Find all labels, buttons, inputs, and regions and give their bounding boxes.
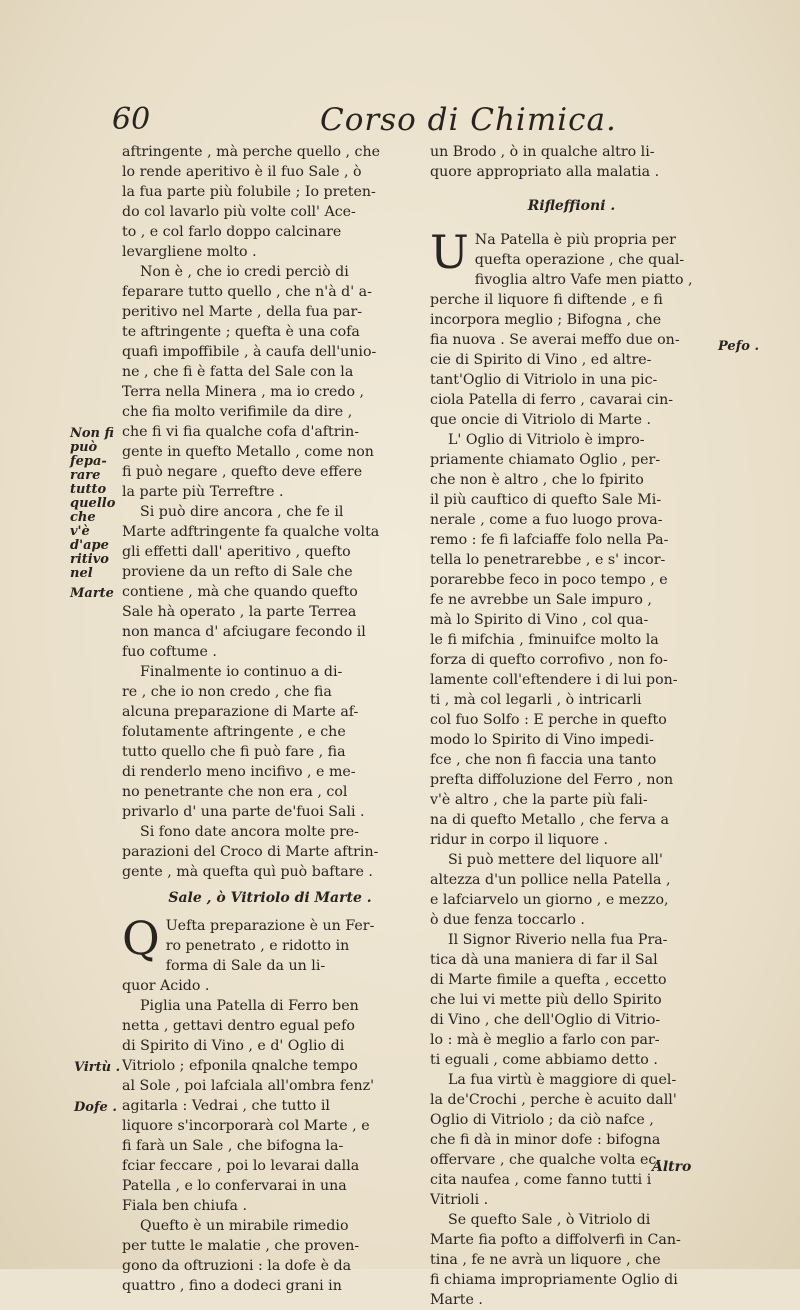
text-line: tella lo penetrarebbe , e s' incor- [430,552,666,568]
text-line: tina , fe ne avrà un liquore , che [430,1252,661,1268]
text-line: gente in quefto Metallo , come non [122,444,374,460]
paragraph [122,662,418,822]
paragraph [122,911,418,996]
text-line: nerale , come a fuo luogo prova- [430,512,663,528]
text-line: Se quefto Sale , ò Vitriolo di [448,1212,651,1228]
text-line: Oglio di Vitriolo ; da ciò nafce , [430,1112,654,1128]
text-line: mà lo Spirito di Vino , col qua- [430,612,649,628]
text-line: di Marte fimile a quefta , eccetto [430,972,667,988]
text-line: Patella , e lo confervarai in una [122,1178,347,1194]
text-line: che fia molto verifimile da dire , [122,404,353,420]
text-line: Quefto è un mirabile rimedio [140,1218,349,1234]
paragraph [430,1070,713,1210]
margin-note-dose: Dofe . [74,1100,117,1115]
text-line: gente , mà quefta quì può baftare . [122,864,373,880]
text-line: per tutte le malatie , che proven- [122,1238,360,1254]
text-line: que oncie di Vitriolo di Marte . [430,412,652,428]
text-line: fia nuova . Se averai meffo due on- [430,332,680,348]
text-line: feparare tutto quello , che n'à d' a- [122,284,372,300]
text-line: ridur in corpo il liquore . [430,832,609,848]
text-line: il più cauftico di quefto Sale Mi- [430,492,662,508]
paragraph [122,822,418,882]
paragraph [122,996,418,1216]
text-line: na di quefto Metallo , che ferva a [430,812,669,828]
margin-note-line: Non fi [70,426,114,441]
text-line: porarebbe feco in poco tempo , e [430,572,668,588]
text-line: fce , che non fi faccia una tanto [430,752,657,768]
text-line: Non è , che io credi perciò di [140,264,349,280]
text-line: forza di quefto corrofivo , non fo- [430,652,668,668]
text-line: quore appropriato alla malatia . [430,164,660,180]
text-line: che lui vi mette più dello Spirito [430,992,662,1008]
text-line: v'è altro , che la parte più fali- [430,792,648,808]
paragraph [430,225,713,430]
text-line: fuo coftume . [122,644,217,660]
text-line: al Sole , poi lafciala all'ombra fenz' [122,1078,375,1094]
text-line: re , che io non credo , che fia [122,684,332,700]
text-line: forma di Sale da un li- [165,958,326,974]
text-line: Uefta preparazione è un Fer- [165,918,375,934]
text-line: lo : mà è meglio a farlo con par- [430,1032,660,1048]
text-line: altezza d'un pollice nella Patella , [430,872,671,888]
drop-cap: U [430,225,469,279]
margin-note-line: v'è d'ape [70,524,109,553]
text-line: tica dà una maniera di far il Sal [430,952,658,968]
text-line: perche il liquore fi diftende , e fi [430,292,663,308]
text-line: col fuo Solfo : E perche in quefto [430,712,667,728]
text-line: lo rende aperitivo è il fuo Sale , ò [122,164,362,180]
text-line: fe ne avrebbe un Sale impuro , [430,592,652,608]
margin-note-line: può fepa- [70,440,107,469]
catchword: Altro [652,1159,692,1175]
paragraph [122,262,418,502]
running-title: Corso di Chimica. [320,102,617,138]
paragraph [122,1216,418,1296]
text-line: incorpora meglio ; Bifogna , che [430,312,662,328]
text-line: fi può negare , quefto deve effere [122,464,363,480]
text-line: ciola Patella di ferro , cavarai cin- [430,392,674,408]
text-line: tant'Oglio di Vitriolo in una pic- [430,372,658,388]
text-line: di Spirito di Vino , e d' Oglio di [122,1038,345,1054]
text-line: Si può mettere del liquore all' [448,852,663,868]
text-line: la de'Crochi , perche è acuito dall' [430,1092,677,1108]
text-line: Si può dire ancora , che fe il [140,504,344,520]
text-line: e lafciarvelo un giorno , e mezzo, [430,892,669,908]
text-line: cie di Spirito di Vino , ed altre- [430,352,652,368]
text-line: cita naufea , come fanno tutti i [430,1172,652,1188]
text-line: parazioni del Croco di Marte aftrin- [122,844,379,860]
text-line: agitarla : Vedrai , che tutto il [122,1098,330,1114]
text-line: la fua parte più folubile ; Io preten- [122,184,376,200]
text-line: che non è altro , che lo fpirito [430,472,644,488]
paragraph [430,142,713,182]
drop-cap: Q [122,911,160,965]
text-line: di Vino , che dell'Oglio di Vitrio- [430,1012,661,1028]
text-line: Si fono date ancora molte pre- [140,824,359,840]
text-line: La fua virtù è maggiore di quel- [448,1072,677,1088]
text-line: Marte fia pofto a diffolverfi in Can- [430,1232,681,1248]
text-line: quattro , fino a dodeci grani in [122,1278,342,1294]
margin-note-line: ritivo nel [70,552,109,581]
text-line: liquore s'incorporarà col Marte , e [122,1118,370,1134]
text-line: offervare , che qualche volta ec- [430,1152,662,1168]
margin-note-line: rare tutto [70,468,107,497]
text-line: quefta operazione , che qual- [474,252,685,268]
text-line: fciar feccare , poi lo levarai dalla [122,1158,360,1174]
text-line: Terra nella Minera , ma io credo , [122,384,365,400]
text-line: tutto quello che fi può fare , fia [122,744,346,760]
text-line: levargliene molto . [122,244,257,260]
paragraph [122,502,418,662]
text-line: non manca d' afciugare fecondo il [122,624,366,640]
text-line: do col lavarlo più volte coll' Ace- [122,204,356,220]
text-line: privarlo d' una parte de'fuoi Sali . [122,804,365,820]
text-line: gli effetti dall' aperitivo , quefto [122,544,351,560]
page-header [100,102,720,142]
text-line: Vitriolo ; efponila qnalche tempo [122,1058,358,1074]
text-line: to , e col farlo doppo calcinare [122,224,342,240]
text-line: L' Oglio di Vitriolo è impro- [448,432,645,448]
text-line: ò due fenza toccarlo . [430,912,585,928]
paragraph [430,930,713,1070]
text-line: fivoglia altro Vafe men piatto , [474,272,693,288]
margin-note-line: Marte [70,586,114,601]
text-line: remo : fe fi lafciaffe folo nella Pa- [430,532,669,548]
right-column [430,142,713,1310]
page-number: 60 [112,102,151,137]
text-line: gono da oftruzioni : la dofe è da [122,1258,352,1274]
text-line: di renderlo meno incifivo , e me- [122,764,356,780]
text-line: Marte adftringente fa qualche volta [122,524,380,540]
text-line: alcuna preparazione di Marte af- [122,704,359,720]
text-line: che fi dà in minor dofe : bifogna [430,1132,661,1148]
text-line: fi farà un Sale , che bifogna la- [122,1138,344,1154]
section-title: Sale , ò Vitriolo di Marte . [168,890,372,906]
text-line: priamente chiamato Oglio , per- [430,452,661,468]
text-line: folutamente aftringente , e che [122,724,346,740]
text-line: Fiala ben chiufa . [122,1198,247,1214]
paragraph [430,1210,713,1310]
text-line: fi chiama impropriamente Oglio di [430,1272,678,1288]
text-line: no penetrante che non era , col [122,784,348,800]
text-line: prefta diffoluzione del Ferro , non [430,772,674,788]
text-line: Finalmente io continuo a di- [140,664,343,680]
text-line: te aftringente ; quefta è una cofa [122,324,360,340]
text-line: ti , mà col legarli , ò intricarli [430,692,642,708]
text-line: ne , che fi è fatta del Sale con la [122,364,354,380]
text-line: le fi mifchia , fminuifce molto la [430,632,659,648]
text-line: un Brodo , ò in qualche altro li- [430,144,655,160]
paragraph [430,430,713,850]
text-line: quor Acido . [122,978,210,994]
text-line: Marte . [430,1292,483,1308]
paragraph [122,142,418,262]
margin-note-line: quello che [70,496,116,525]
text-line: ro penetrato , e ridotto in [165,938,350,954]
text-line: peritivo nel Marte , della fua par- [122,304,363,320]
paragraph [430,850,713,930]
text-line: Piglia una Patella di Ferro ben [140,998,359,1014]
margin-note-peso: Pefo . [718,339,760,354]
text-line: Sale hà operato , la parte Terrea [122,604,357,620]
text-line: Na Patella è più propria per [474,232,676,248]
text-line: quafi impoffibile , à caufa dell'unio- [122,344,377,360]
text-line: Il Signor Riverio nella fua Pra- [448,932,668,948]
text-line: netta , gettavi dentro egual pefo [122,1018,355,1034]
left-column [122,142,418,1296]
text-line: la parte più Terreftre . [122,484,284,500]
text-line: Vitrioli . [430,1192,489,1208]
text-line: che fi vi fia qualche cofa d'aftrin- [122,424,360,440]
text-line: proviene da un refto di Sale che [122,564,353,580]
text-line: ti eguali , come abbiamo detto . [430,1052,658,1068]
text-line: modo lo Spirito di Vino impedi- [430,732,654,748]
text-line: lamente coll'eftendere i di lui pon- [430,672,678,688]
text-line: contiene , mà che quando quefto [122,584,358,600]
margin-note-virtu: Virtù . [74,1060,121,1075]
text-line: aftringente , mà perche quello , che [122,144,381,160]
section-title: Rifleffioni . [527,198,616,214]
margin-note-left [70,427,126,601]
